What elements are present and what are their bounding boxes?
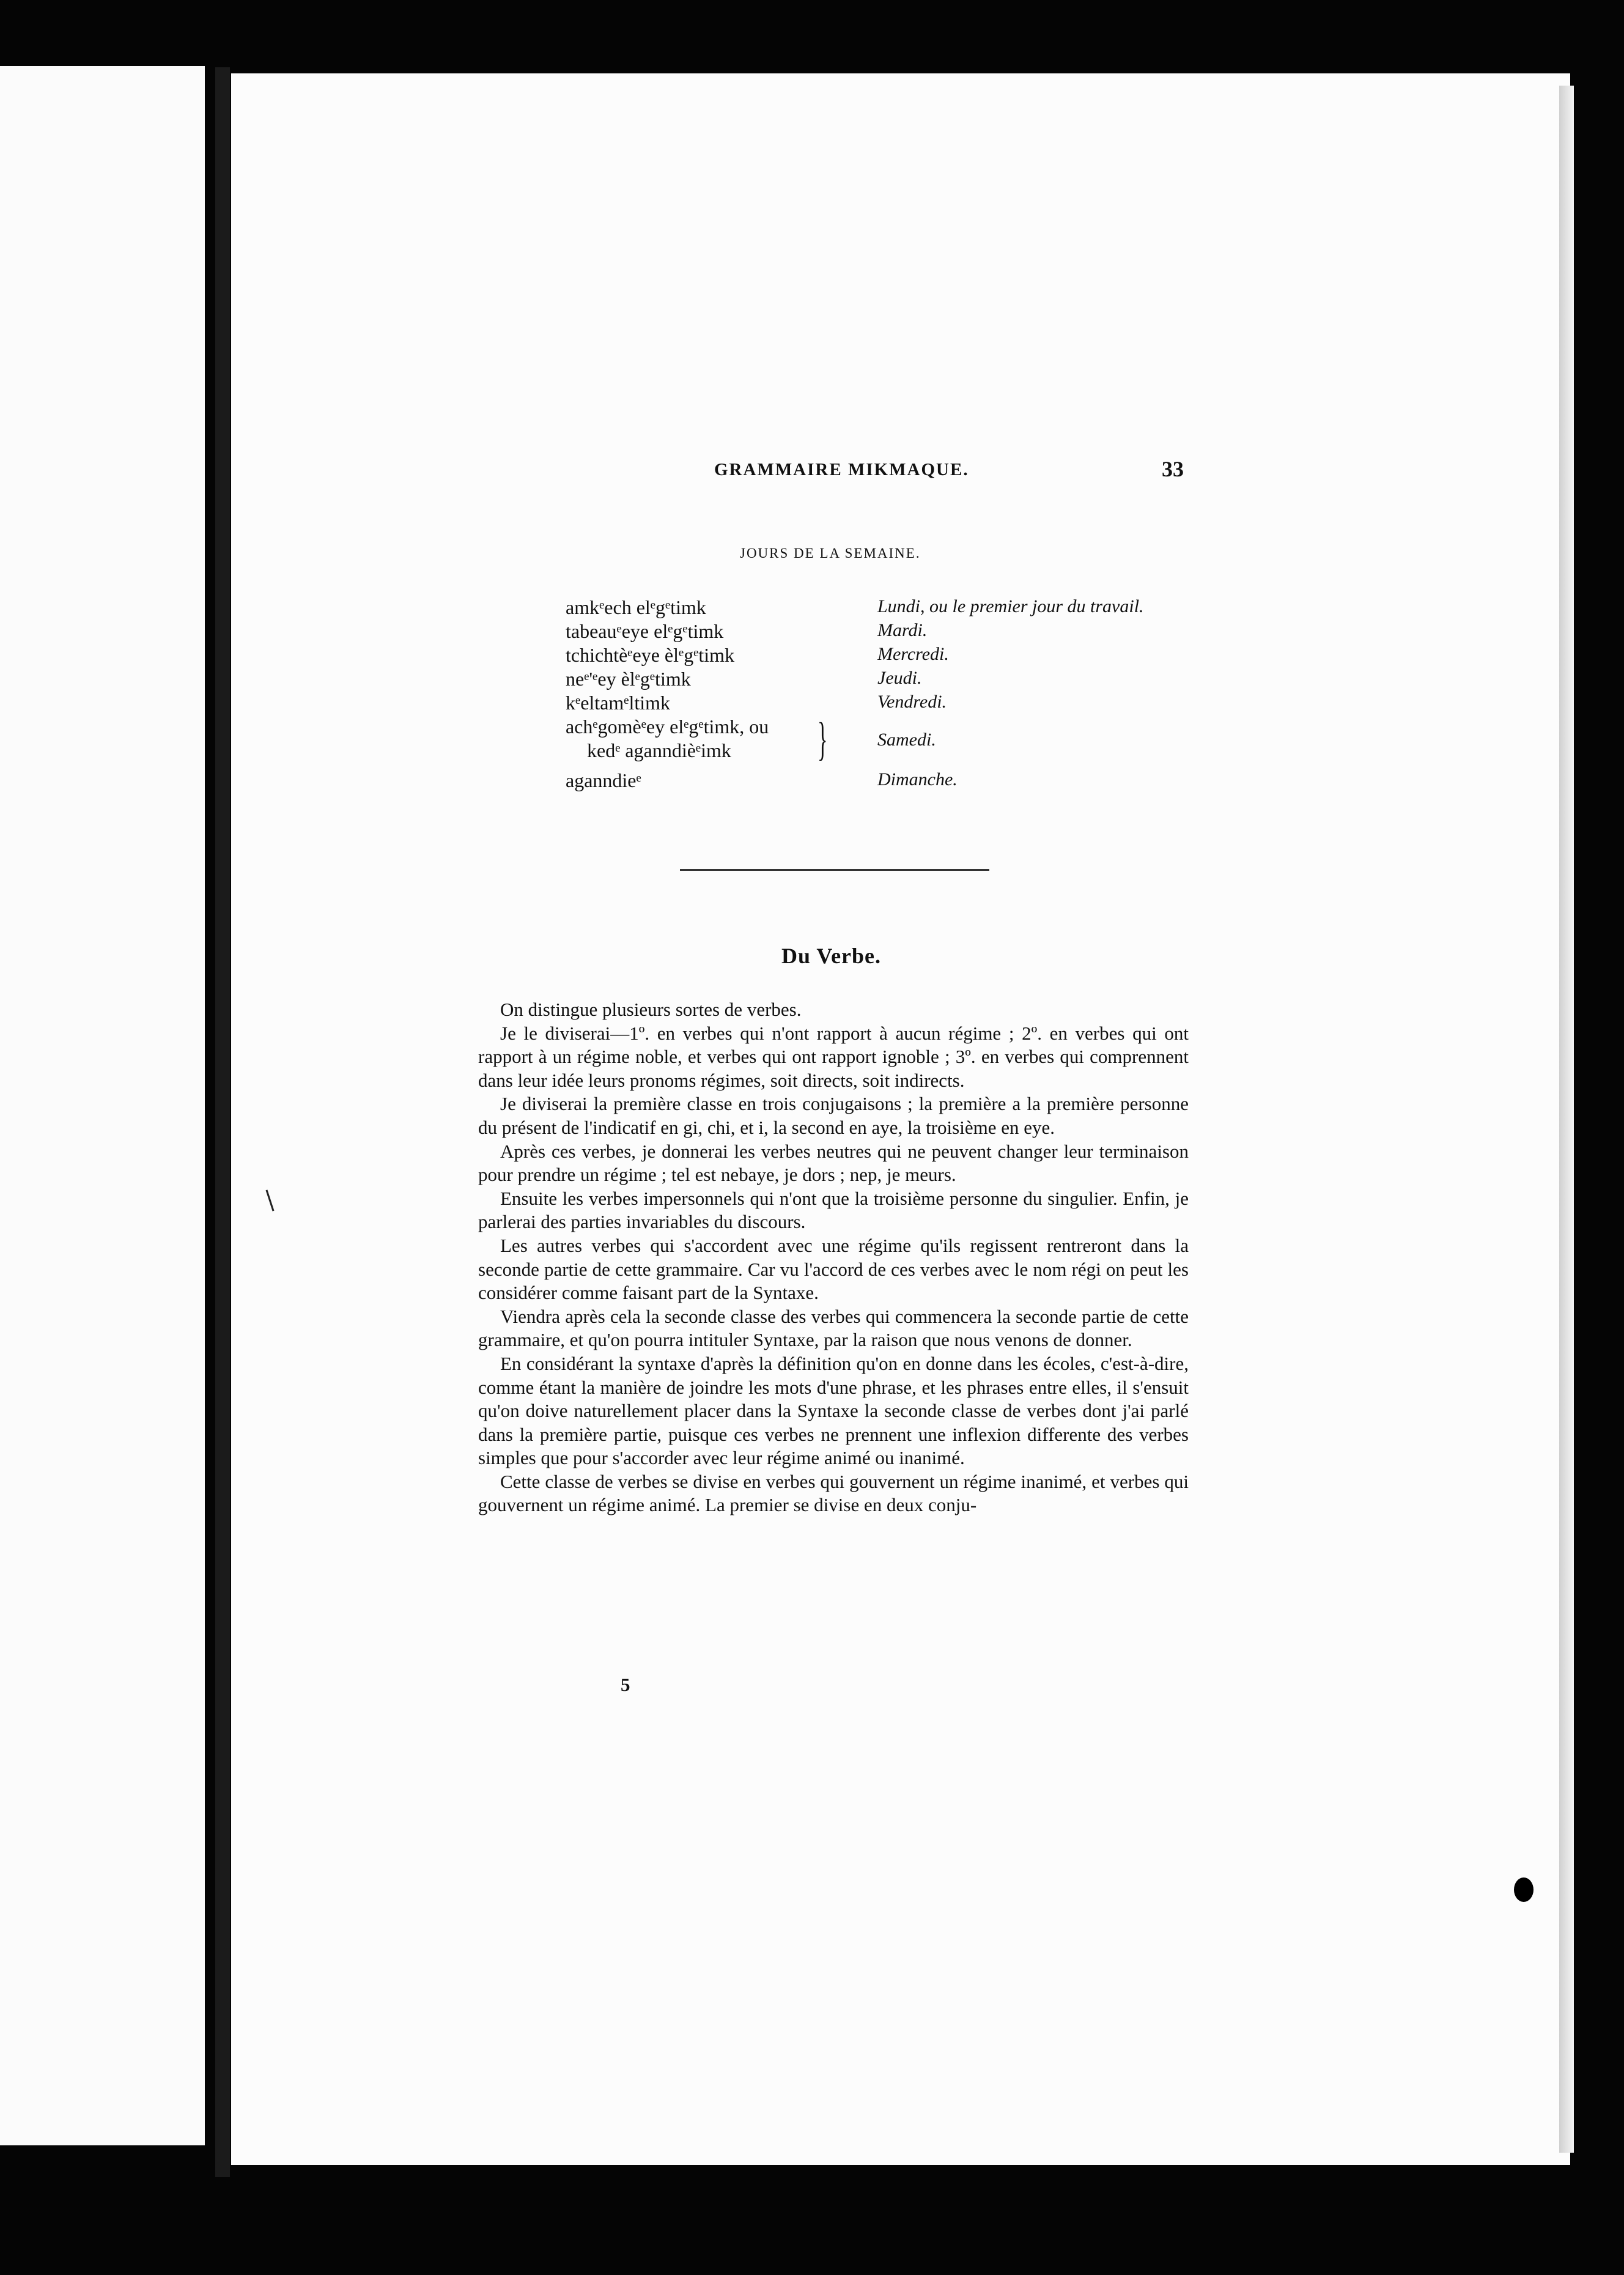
day-row [566,620,1220,644]
brace-glyph: } [818,714,828,765]
left-page [0,66,205,2145]
page-number: 33 [1162,457,1184,481]
day-french: Lundi, ou le premier jour du travail. [877,596,1144,616]
day-mikmaq: tchichtèᵉeye èlᵉgᵉtimk [566,644,735,666]
body-text [478,998,1189,1517]
paragraph: Je diviserai la première classe en trois conjugaisons ; la première a la première personne du présent de l'indicatif en gi, chi, et i, la second en aye, la troisième en eye. [478,1093,1189,1138]
day-french: Mercredi. [877,644,949,664]
day-french: Dimanche. [877,769,958,790]
page-edge-shadow [1559,86,1574,2153]
paragraph: Cette classe de verbes se divise en verbes qui gouvernent un régime inanimé, et verbes qui gouvernent un régime animé. La premier se divise en deux conju- [478,1470,1189,1516]
day-row [566,769,1220,793]
paragraph: On distingue plusieurs sortes de verbes. [500,999,802,1020]
day-mikmaq: tabeauᵉeye elᵉgᵉtimk [566,620,724,642]
paragraph: Je le diviserai—1º. en verbes qui n'ont rapport à aucun régime ; 2º. en verbes qui ont rapport à un régime noble, et verbes qui ont rapport ignoble ; 3º. en verbes qui comprennent dans leur idée leurs pronoms régimes, soit directs, soit indirects. [478,1022,1189,1091]
day-row [566,730,1220,763]
divider-rule [680,869,989,871]
running-header: GRAMMAIRE MIKMAQUE. [714,460,969,479]
paragraph: Les autres verbes qui s'accordent avec une régime qu'ils regissent rentreront dans la seconde partie de cette grammaire. Car vu l'accord de ces verbes avec le nom régi on peut les considérer comme faisant part de la Syntaxe. [478,1234,1189,1304]
hole-mark [1514,1877,1534,1902]
paragraph: Après ces verbes, je donnerai les verbes neutres qui ne peuvent changer leur terminaison pour prendre un régime ; tel est nebaye, je dors ; nep, je meurs. [478,1140,1189,1186]
days-title: JOURS DE LA SEMAINE. [740,546,921,561]
day-mikmaq: kᵉeltamᵉltimk [566,692,671,714]
paragraph: Ensuite les verbes impersonnels qui n'ont que la troisième personne du singulier. Enfin, je parlerai des parties invariables du discours. [478,1187,1189,1233]
day-row [566,596,1220,620]
days-table [566,596,1220,793]
book-gutter [215,67,230,2177]
day-french: Jeudi. [877,668,922,688]
paragraph: En considérant la syntaxe d'après la définition qu'on en donne dans les écoles, c'est-à-dire, comme étant la manière de joindre les mots d'une phrase, et les phrases entre elles, il s'ensuit qu'on doive naturellement placer dans la Syntaxe la seconde classe de verbes dont j'ai parlé dans la première partie, puisque ces verbes ne prennent une inflexion differente des verbes simples que pour s'accorder avec leur régime animé ou inanimé. [478,1352,1189,1469]
day-mikmaq: amkᵉech elᵉgᵉtimk [566,596,706,618]
paragraph: Viendra après cela la seconde classe des verbes qui commencera la seconde partie de cette grammaire, et qu'on pourra intituler Syntaxe, par la raison que nous venons de donner. [478,1305,1189,1351]
day-row [566,644,1220,668]
section-title: Du Verbe. [781,944,882,968]
day-mikmaq: neᵉ'ᵉey èlᵉgᵉtimk [566,668,691,690]
day-row [566,668,1220,692]
day-french: Vendredi. [877,692,947,712]
signature-mark: 5 [621,1674,630,1695]
day-mikmaq: aganndieᵉ [566,769,641,791]
day-french: Mardi. [877,620,928,640]
day-mikmaq: achᵉgomèᵉey elᵉgᵉtimk, ou [566,716,769,738]
day-mikmaq: kedᵉ aganndièᵉimk [587,739,731,761]
day-row [566,692,1220,716]
day-french: Samedi. [877,730,936,750]
